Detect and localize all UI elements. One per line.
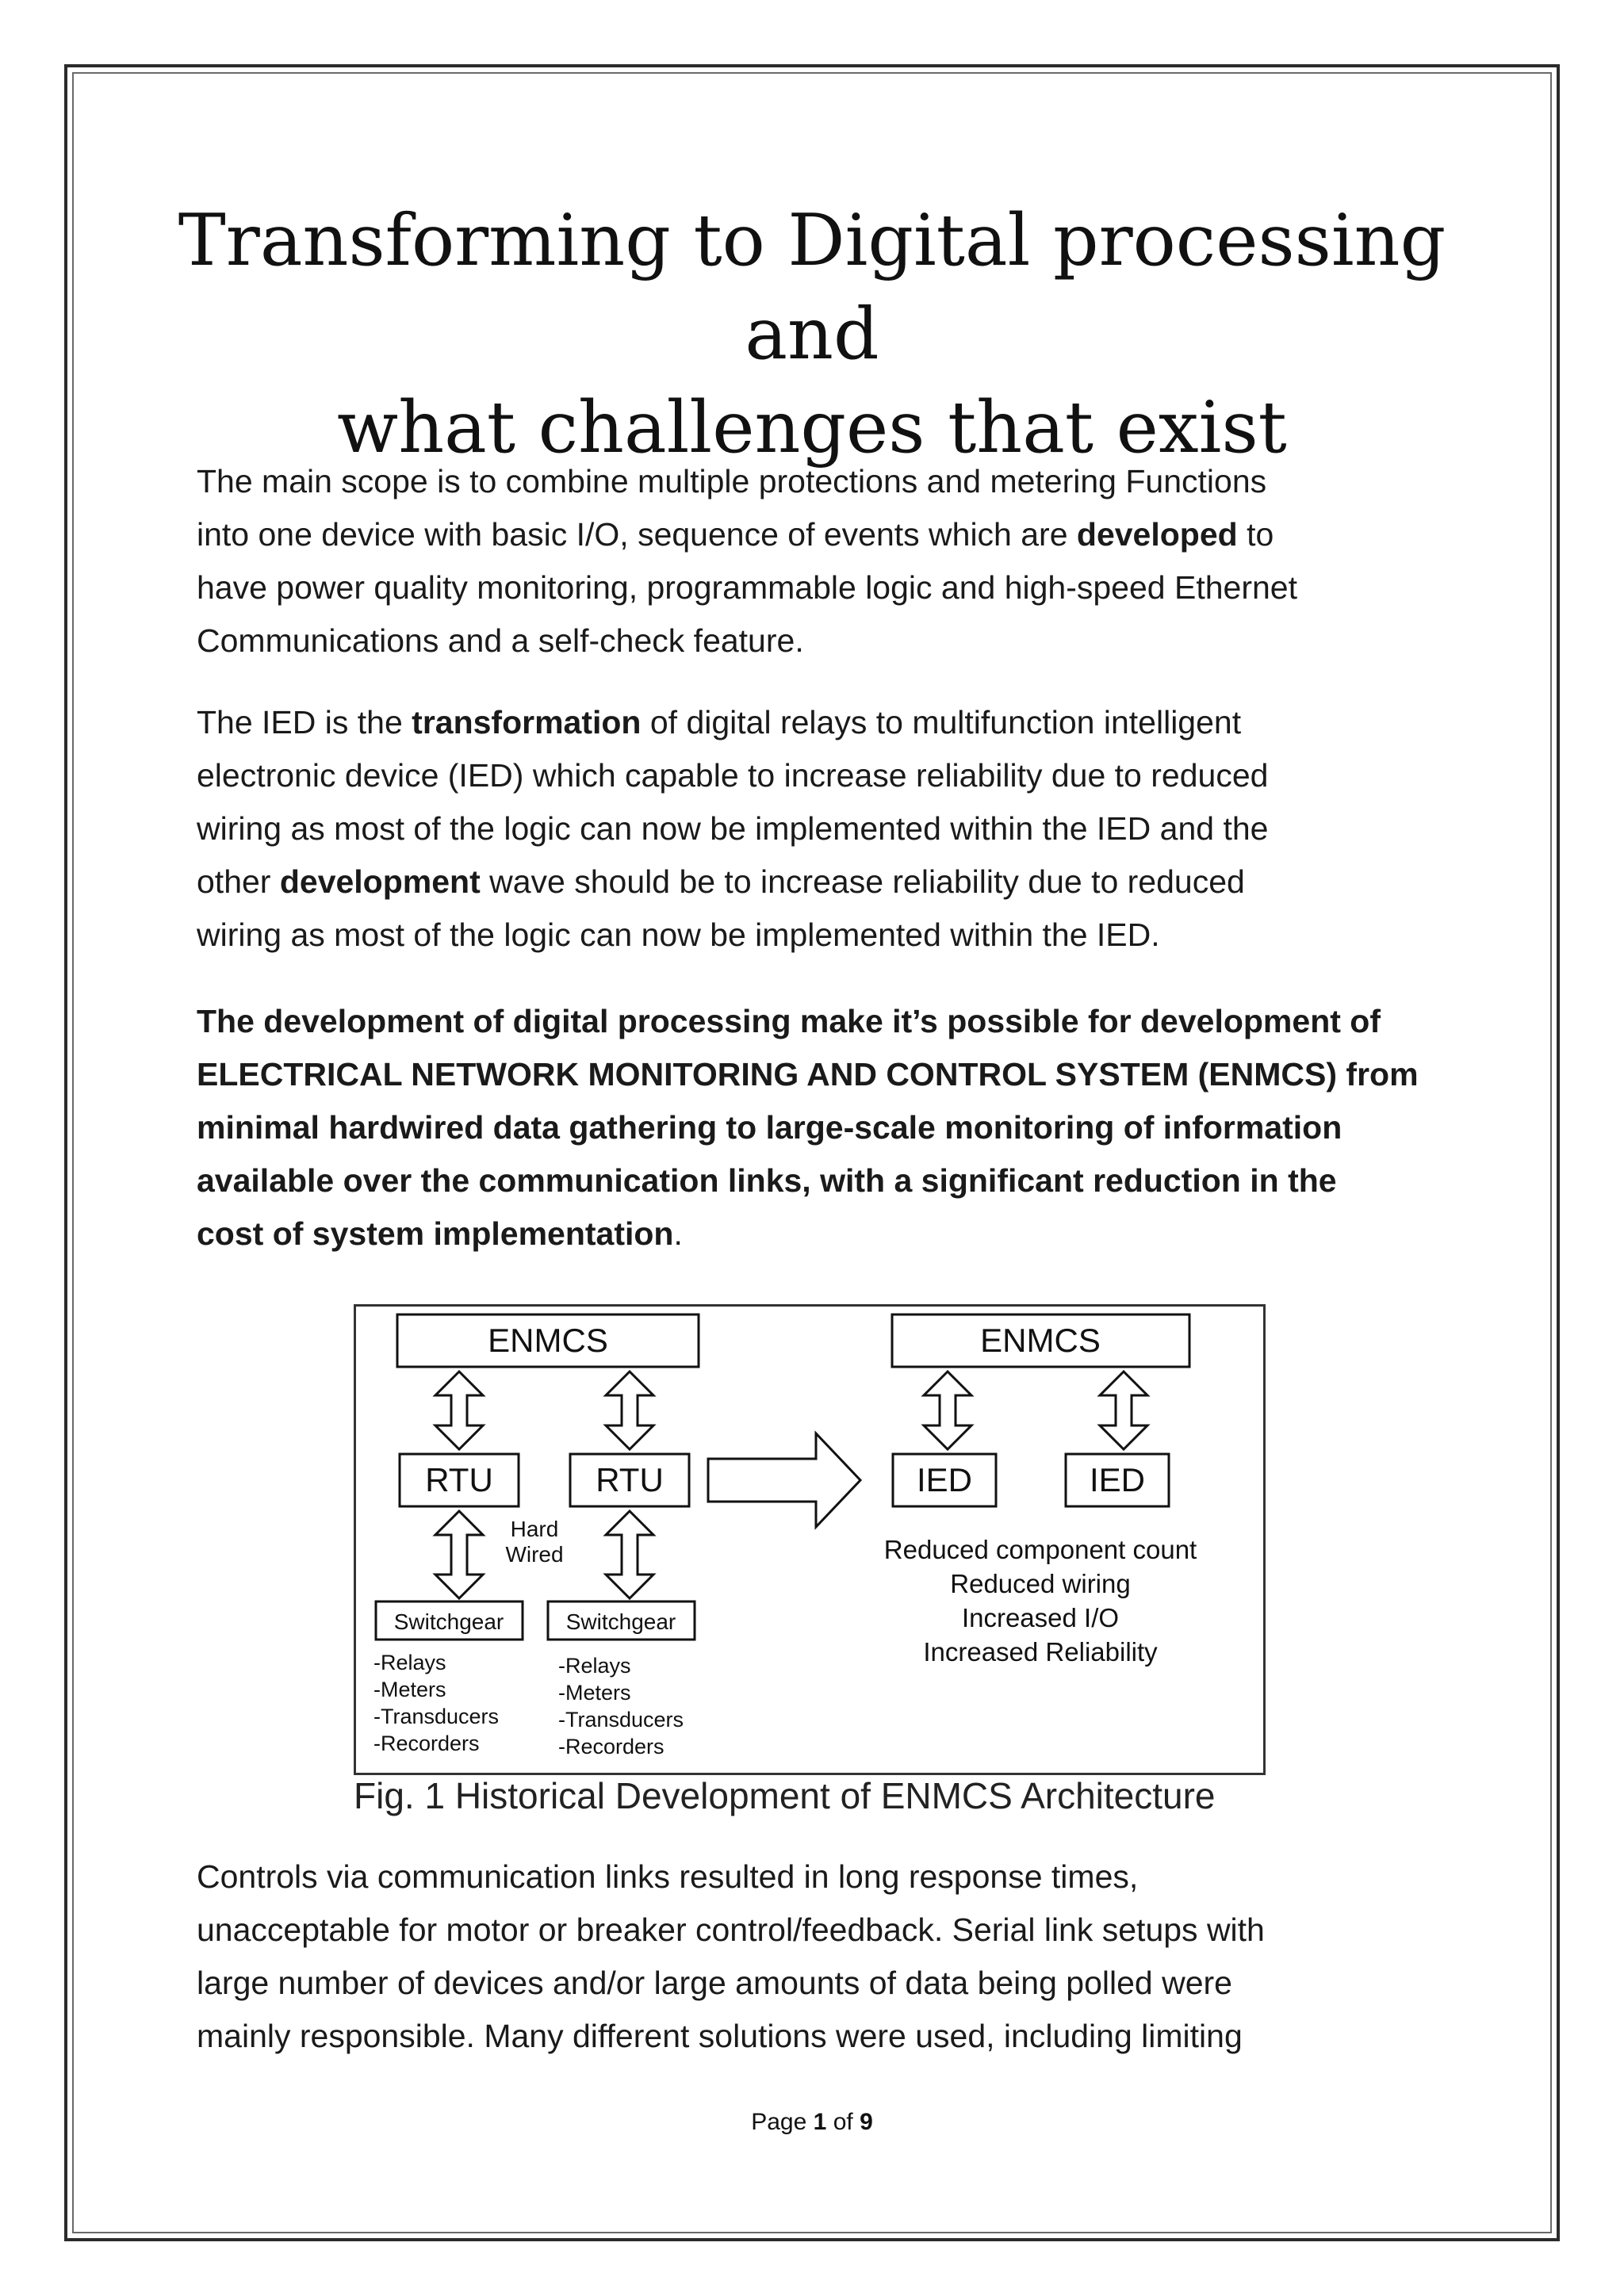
para3-line-3: minimal hardwired data gathering to large-scale monitoring of information <box>197 1109 1342 1146</box>
double-arrow-icon <box>435 1511 483 1598</box>
architecture-diagram <box>356 1307 1268 1777</box>
ied-label-1: IED <box>916 1461 973 1498</box>
list1-item: -Meters <box>373 1678 446 1701</box>
para1-line-3: have power quality monitoring, programmable logic and high-speed Ethernet <box>197 569 1297 606</box>
para1-line-1: The main scope is to combine multiple protections and metering Functions <box>197 463 1267 499</box>
title-line-2: what challenges that exist <box>337 386 1287 469</box>
paragraph-ied <box>197 696 1434 962</box>
para3-line-1: The development of digital processing make it’s possible for development of <box>197 1003 1381 1039</box>
wired-label: Wired <box>505 1542 564 1567</box>
list1-item: -Recorders <box>373 1732 480 1755</box>
document-title <box>159 194 1465 475</box>
para2-line-4 <box>197 855 1434 909</box>
para2-line-2: electronic device (IED) which capable to increase reliability due to reduced <box>197 757 1269 794</box>
switchgear-label-1: Switchgear <box>393 1609 504 1634</box>
rtu-label-1: RTU <box>425 1461 493 1498</box>
para2-bold-development: development <box>279 863 481 900</box>
list2-item: -Meters <box>558 1681 631 1705</box>
para1-bold-developed: developed <box>1076 516 1238 553</box>
para4-line-4: mainly responsible. Many different solutions were used, including limiting <box>197 2018 1243 2054</box>
title-line-1: Transforming to Digital processing and <box>178 199 1446 376</box>
benefit-item: Reduced wiring <box>950 1569 1131 1598</box>
list1-item: -Transducers <box>373 1705 500 1728</box>
para2-text: of digital relays to multifunction intelligent <box>641 704 1242 740</box>
paragraph-scope <box>197 455 1434 668</box>
benefit-item: Reduced component count <box>883 1535 1197 1564</box>
para2-line-5: wiring as most of the logic can now be implemented within the IED. <box>197 916 1160 953</box>
para4-line-3: large number of devices and/or large amounts of data being polled were <box>197 1965 1232 2001</box>
page-label: Page <box>751 2109 807 2135</box>
enmcs-architecture-figure <box>354 1304 1266 1775</box>
para2-text: wave should be to increase reliability due to reduced <box>480 863 1245 900</box>
switchgear-label-2: Switchgear <box>565 1609 676 1634</box>
para2-text: other <box>197 863 280 900</box>
para2-line-3: wiring as most of the logic can now be implemented within the IED and the <box>197 810 1269 847</box>
double-arrow-icon <box>435 1372 483 1449</box>
para1-line-2 <box>197 508 1434 561</box>
hard-label: Hard <box>510 1517 559 1541</box>
para4-line-1: Controls via communication links resulted in long response times, <box>197 1858 1139 1895</box>
double-arrow-icon <box>1100 1372 1147 1449</box>
benefit-item: Increased I/O <box>961 1603 1120 1632</box>
left-enmcs-label: ENMCS <box>488 1322 608 1359</box>
figure-caption: Fig. 1 Historical Development of ENMCS Architecture <box>354 1775 1216 1816</box>
rtu-label-2: RTU <box>596 1461 664 1498</box>
double-arrow-icon <box>924 1372 971 1449</box>
list1-item: -Relays <box>373 1651 446 1674</box>
para2-bold-transformation: transformation <box>412 704 642 740</box>
para1-text: into one device with basic I/O, sequence of events which are <box>197 516 1077 553</box>
page-number: 1 <box>813 2109 827 2135</box>
paragraph-enmcs <box>197 995 1434 1261</box>
para2-line-1 <box>197 696 1434 749</box>
para3-line-2: ELECTRICAL NETWORK MONITORING AND CONTROL SYSTEM (ENMCS) from <box>197 1056 1419 1093</box>
para4-line-2: unacceptable for motor or breaker control/feedback. Serial link setups with <box>197 1911 1265 1948</box>
ied-label-2: IED <box>1089 1461 1146 1498</box>
benefit-item: Increased Reliability <box>923 1637 1158 1667</box>
para1-text: to <box>1237 516 1274 553</box>
para3-line-4: available over the communication links, with a significant reduction in the <box>197 1162 1337 1199</box>
para3-text: cost of system implementation <box>197 1215 674 1252</box>
list2-item: -Relays <box>558 1654 631 1678</box>
para1-line-4: Communications and a self-check feature. <box>197 622 804 659</box>
of-label: of <box>833 2109 853 2135</box>
page-footer <box>0 2109 1624 2136</box>
list2-item: -Recorders <box>558 1735 665 1758</box>
double-arrow-icon <box>606 1372 653 1449</box>
right-enmcs-label: ENMCS <box>980 1322 1101 1359</box>
list2-item: -Transducers <box>558 1708 684 1732</box>
double-arrow-icon <box>606 1511 653 1598</box>
para3-period: . <box>673 1215 683 1252</box>
para2-text: The IED is the <box>197 704 412 740</box>
paragraph-controls <box>197 1850 1434 2063</box>
para3-line-5 <box>197 1207 1434 1261</box>
page-total: 9 <box>860 2109 873 2135</box>
transition-arrow-icon <box>708 1433 860 1527</box>
